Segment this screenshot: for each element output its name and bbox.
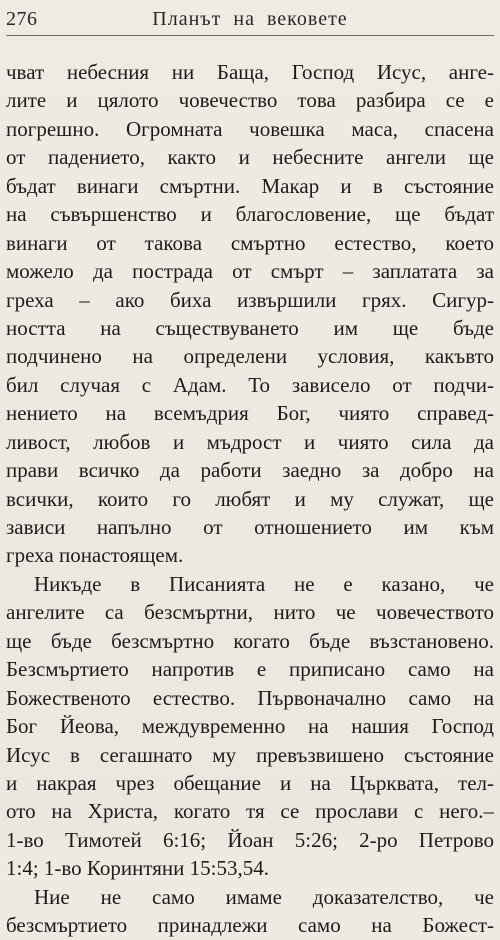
text-line: 1-во Тимотей 6:16; Йоан 5:26; 2-ро Петрово [6, 827, 494, 852]
text-line: подчинено на определени условия, какъвто [6, 344, 494, 369]
paragraph-3 [6, 883, 494, 940]
text-line: винаги от такова смъртно естество, което [6, 230, 494, 255]
text-line: Бог Йеова, междувременно на нашия Господ [6, 714, 494, 739]
book-title: Планът на вековете [152, 8, 348, 30]
text-line: бил случая с Адам. То зависело от подчи- [6, 372, 494, 397]
running-header [6, 6, 494, 34]
text-line: лите и цялото човечество това разбира се е [6, 88, 494, 113]
body-text [6, 58, 494, 940]
text-line: ангелите са безсмъртни, нито че човечеството [6, 600, 494, 625]
text-line: бъдат винаги смъртни. Макар и в състояние [6, 173, 494, 198]
text-line: и накрая чрез обещание и на Църквата, тел- [6, 770, 494, 795]
text-line: ността на съществуването им ще бъде [6, 315, 494, 340]
text-line: погрешно. Огромната човешка маса, спасена [6, 116, 494, 141]
text-line: Ние не само имаме доказателство, че [34, 884, 494, 909]
paragraph-1 [6, 58, 494, 570]
text-line: на съвършенство и благословение, ще бъдат [6, 202, 494, 227]
text-line: от падението, както и небесните ангели ще [6, 145, 494, 170]
text-line: ото на Христа, когато тя се прослави с него.– [6, 799, 494, 824]
text-line: Безсмъртието напротив е приписано само на [6, 657, 494, 682]
text-line: Никъде в Писанията не е казано, че [34, 571, 494, 596]
text-line: ще бъде безсмъртно когато бъде възстановено. [6, 628, 494, 653]
text-line: греха понастоящем. [6, 543, 184, 568]
text-line: Божественото естество. Първоначално само на [6, 685, 494, 710]
text-line: прави всичко да работи заедно за добро на [6, 458, 494, 483]
header-rule [6, 35, 494, 36]
text-line: чват небесния ни Баща, Господ Исус, анге- [6, 60, 494, 84]
text-line: всички, които го любят и му служат, ще [6, 486, 494, 511]
text-line: зависи напълно от отношението им към [6, 515, 494, 539]
text-line: греха – ако биха извършили грях. Сигур- [6, 287, 494, 312]
text-line: нението на всемъдрия Бог, чиято справед- [6, 401, 494, 426]
text-line: можело да пострада от смърт – заплатата за [6, 259, 494, 284]
text-line: Исус в сегашнато му превъзвишено състояние [6, 742, 494, 767]
page-number: 276 [6, 8, 38, 30]
paragraph-2 [6, 570, 494, 883]
text-line: ливост, любов и мъдрост и чиято сила да [6, 429, 494, 454]
text-line: 1:4; 1-во Коринтяни 15:53,54. [6, 856, 269, 881]
text-line: безсмъртието принадлежи само на Божест- [6, 913, 494, 938]
